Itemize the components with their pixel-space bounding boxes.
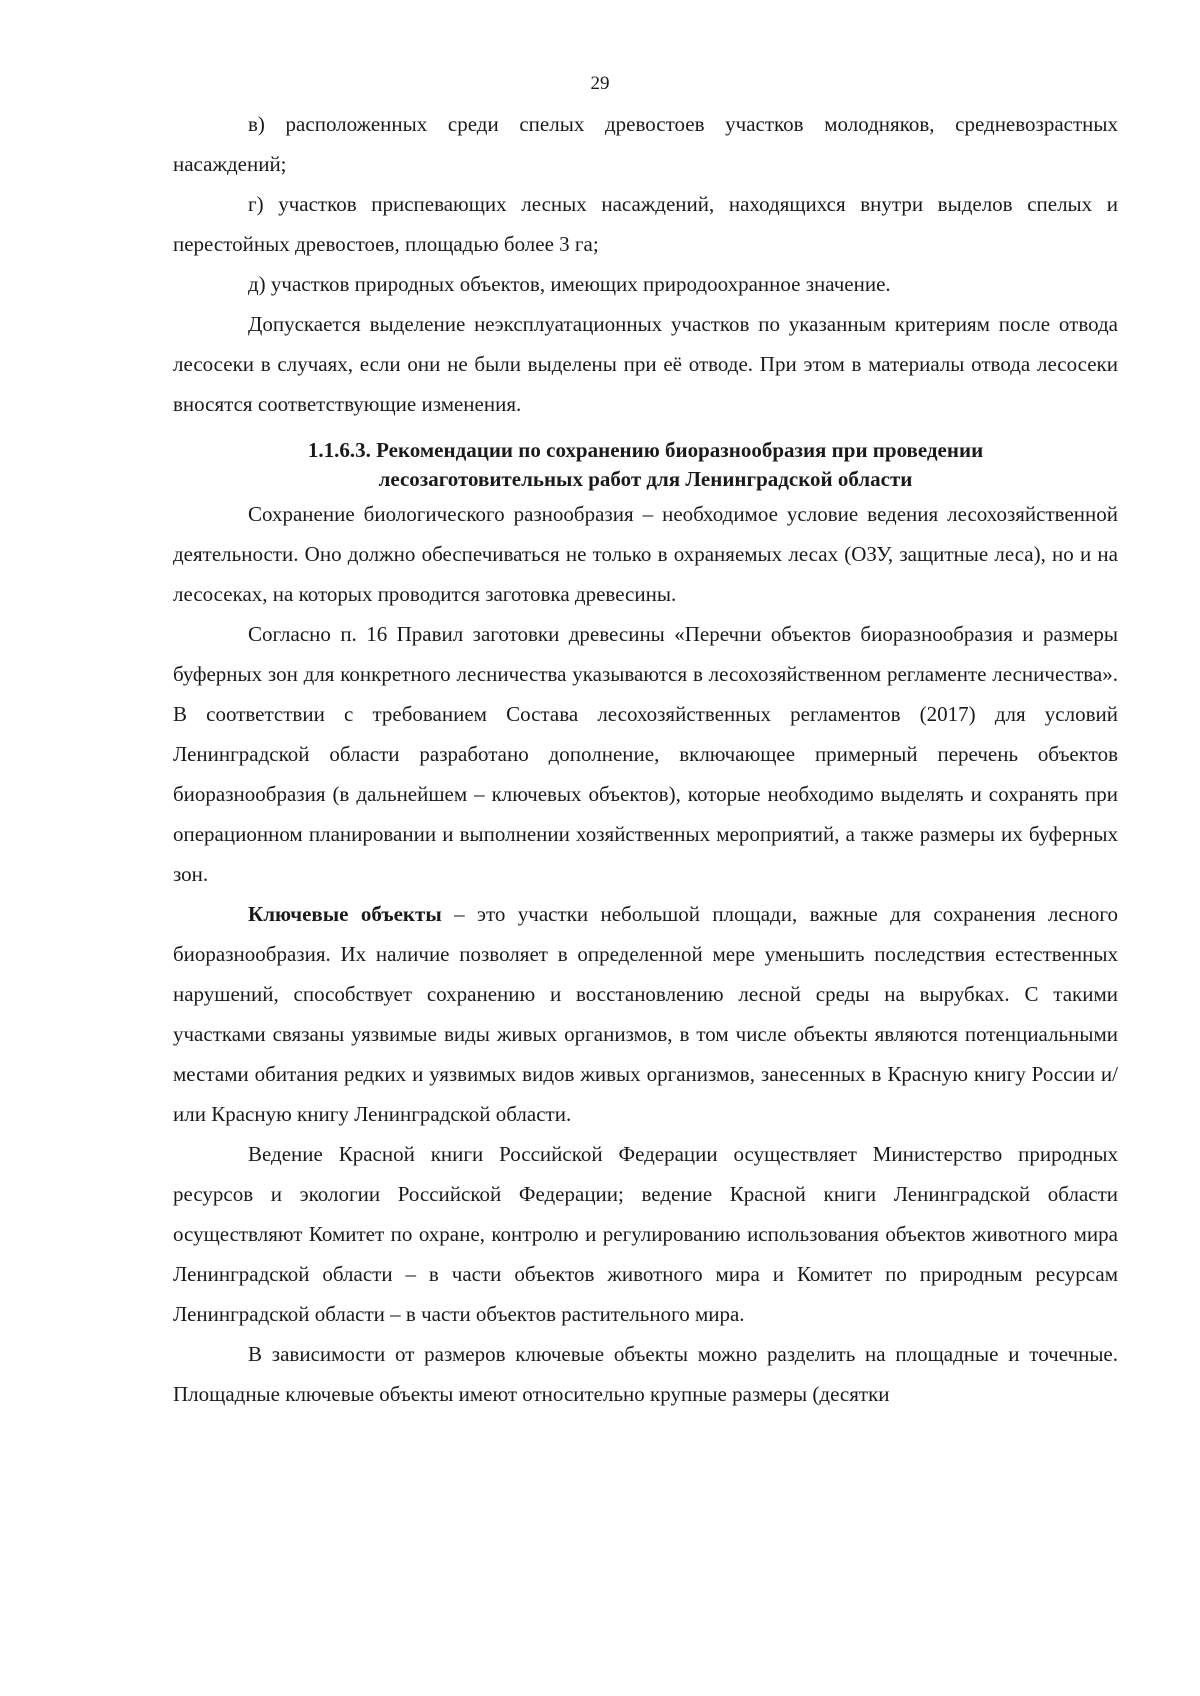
section-heading-line1: 1.1.6.3. Рекомендации по сохранению биоразнообразия при проведении	[307, 438, 984, 462]
paragraph-sizes: В зависимости от размеров ключевые объекты можно разделить на площадные и точечные. Площадные ключевые объекты имеют относительно крупные размеры (десятки	[173, 1342, 1118, 1406]
key-objects-definition: – это участки небольшой площади, важные для сохранения лесного биоразнообразия. Их наличие позволяет в определенной мере уменьшить последствия естественных нарушений, способствует сохранению и восстановлению лесной среды на вырубках. С такими участками связаны уязвимые виды живых организмов, в том числе объекты являются потенциальными местами обитания редких и уязвимых видов живых организмов, занесенных в Красную книгу России и/или Красную книгу Ленинградской области.	[173, 902, 1118, 1126]
paragraph-rules: Согласно п. 16 Правил заготовки древесины «Перечни объектов биоразнообразия и размеры буферных зон для конкретного лесничества указываются в лесохозяйственном регламенте лесничества». В соответствии с требованием Состава лесохозяйственных регламентов (2017) для условий Ленинградской области разработано дополнение, включающее примерный перечень объектов биоразнообразия (в дальнейшем – ключевых объектов), которые необходимо выделять и сохранять при операционном планировании и выполнении хозяйственных мероприятий, а также размеры их буферных зон.	[173, 622, 1118, 886]
page-number: 29	[590, 73, 610, 94]
paragraph-red-book: Ведение Красной книги Российской Федерации осуществляет Министерство природных ресурсов и экологии Российской Федерации; ведение Красной книги Ленинградской области осуществляют Комитет по охране, контролю и регулированию использования объектов животного мира Ленинградской области – в части объектов животного мира и Комитет по природным ресурсам Ленинградской области – в части объектов растительного мира.	[173, 1142, 1118, 1326]
body-text	[173, 104, 1118, 1414]
list-item-v: в) расположенных среди спелых древостоев участков молодняков, средневозрастных насаждений;	[173, 112, 1118, 176]
list-item-g: г) участков приспевающих лесных насаждений, находящихся внутри выделов спелых и перестойных древостоев, площадью более 3 га;	[173, 192, 1118, 256]
key-objects-term: Ключевые объекты	[248, 902, 442, 926]
paragraph-allowance: Допускается выделение неэксплуатационных участков по указанным критериям после отвода лесосеки в случаях, если они не были выделены при её отводе. При этом в материалы отвода лесосеки вносятся соответствующие изменения.	[173, 312, 1118, 416]
section-heading-line2: лесозаготовительных работ для Ленинградской области	[378, 467, 913, 491]
section-heading	[173, 436, 1118, 494]
paragraph-key-objects	[173, 894, 1118, 1134]
paragraph-biodiversity: Сохранение биологического разнообразия – необходимое условие ведения лесохозяйственной деятельности. Оно должно обеспечиваться не только в охраняемых лесах (ОЗУ, защитные леса), но и на лесосеках, на которых проводится заготовка древесины.	[173, 502, 1118, 606]
list-item-d: д) участков природных объектов, имеющих природоохранное значение.	[248, 272, 891, 296]
